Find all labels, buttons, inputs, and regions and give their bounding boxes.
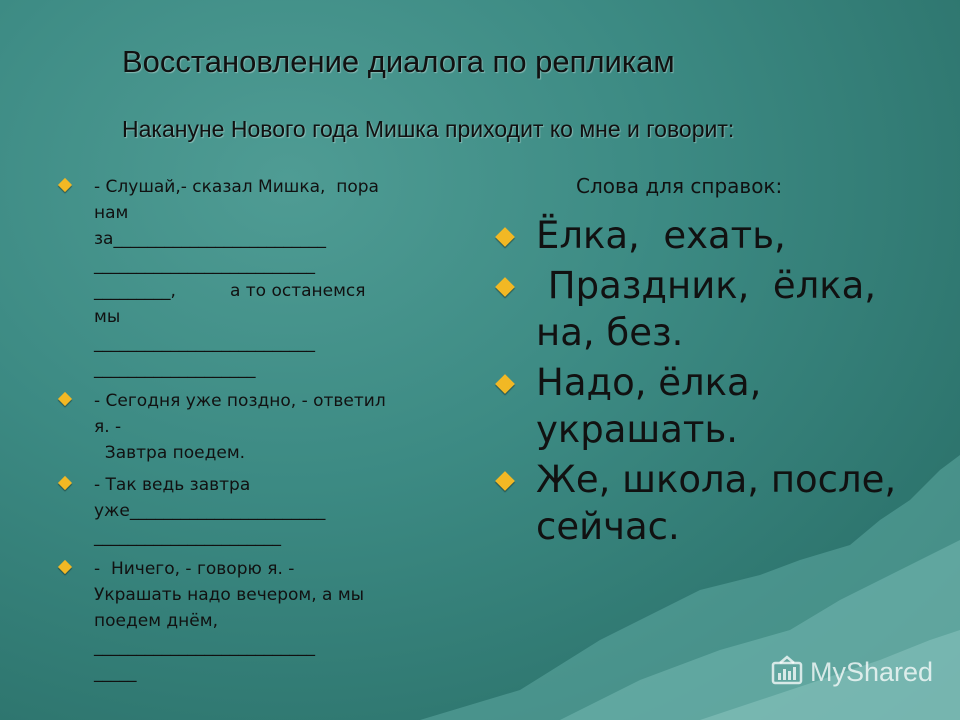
dialogue-line: _____ (94, 663, 137, 683)
reference-item (498, 212, 938, 259)
reference-item (498, 456, 938, 550)
diamond-bullet-icon (58, 392, 72, 406)
myshared-watermark[interactable] (770, 655, 933, 689)
dialogue-line: - Ничего, - говорю я. - (94, 559, 295, 579)
dialogue-line: ___________________ (94, 359, 256, 379)
dialogue-item (60, 472, 465, 550)
dialogue-item (60, 556, 465, 686)
dialogue-line: Украшать надо вечером, а мы (94, 585, 365, 605)
diamond-bullet-icon (495, 471, 515, 491)
dialogue-line: __________________________ (94, 637, 315, 657)
reference-item (498, 262, 938, 356)
reference-item (498, 359, 938, 453)
dialogue-line: Завтра поедем. (94, 443, 246, 463)
diamond-bullet-icon (58, 560, 72, 574)
dialogue-line: __________________________ (94, 255, 315, 275)
dialogue-list (60, 174, 465, 692)
dialogue-line: мы (94, 307, 121, 327)
slide-title: Восстановление диалога по репликам (122, 44, 675, 79)
reference-line: Надо, ёлка, (536, 361, 762, 404)
dialogue-line: поедем днём, (94, 611, 218, 631)
diamond-bullet-icon (58, 178, 72, 192)
dialogue-item (60, 174, 465, 382)
reference-line: Же, школа, после, (536, 458, 897, 501)
dialogue-line: за_________________________ (94, 229, 326, 249)
dialogue-line: - Так ведь завтра (94, 475, 251, 495)
dialogue-line: __________________________ (94, 333, 315, 353)
slide-subtitle: Накануне Нового года Мишка приходит ко мне и говорит: (122, 116, 735, 142)
reference-line: на, без. (536, 311, 684, 354)
reference-line: сейчас. (536, 505, 680, 548)
dialogue-line: _________, а то останемся (94, 281, 366, 301)
myshared-logo-icon (770, 655, 804, 689)
diamond-bullet-icon (58, 476, 72, 490)
reference-line: Праздник, ёлка, (536, 264, 877, 307)
reference-line: украшать. (536, 408, 739, 451)
diamond-bullet-icon (495, 277, 515, 297)
reference-header: Слова для справок: (576, 174, 783, 198)
watermark-text: MyShared (810, 656, 934, 687)
diamond-bullet-icon (495, 227, 515, 247)
dialogue-line: нам (94, 203, 129, 223)
dialogue-line: ______________________ (94, 527, 281, 547)
dialogue-line: - Сегодня уже поздно, - ответил (94, 391, 386, 411)
dialogue-line: уже_______________________ (94, 501, 326, 521)
diamond-bullet-icon (495, 374, 515, 394)
reference-list (498, 212, 938, 553)
reference-line: Ёлка, ехать, (536, 214, 786, 257)
dialogue-item (60, 388, 465, 466)
dialogue-line: - Слушай,- сказал Мишка, пора (94, 177, 379, 197)
dialogue-line: я. - (94, 417, 122, 437)
